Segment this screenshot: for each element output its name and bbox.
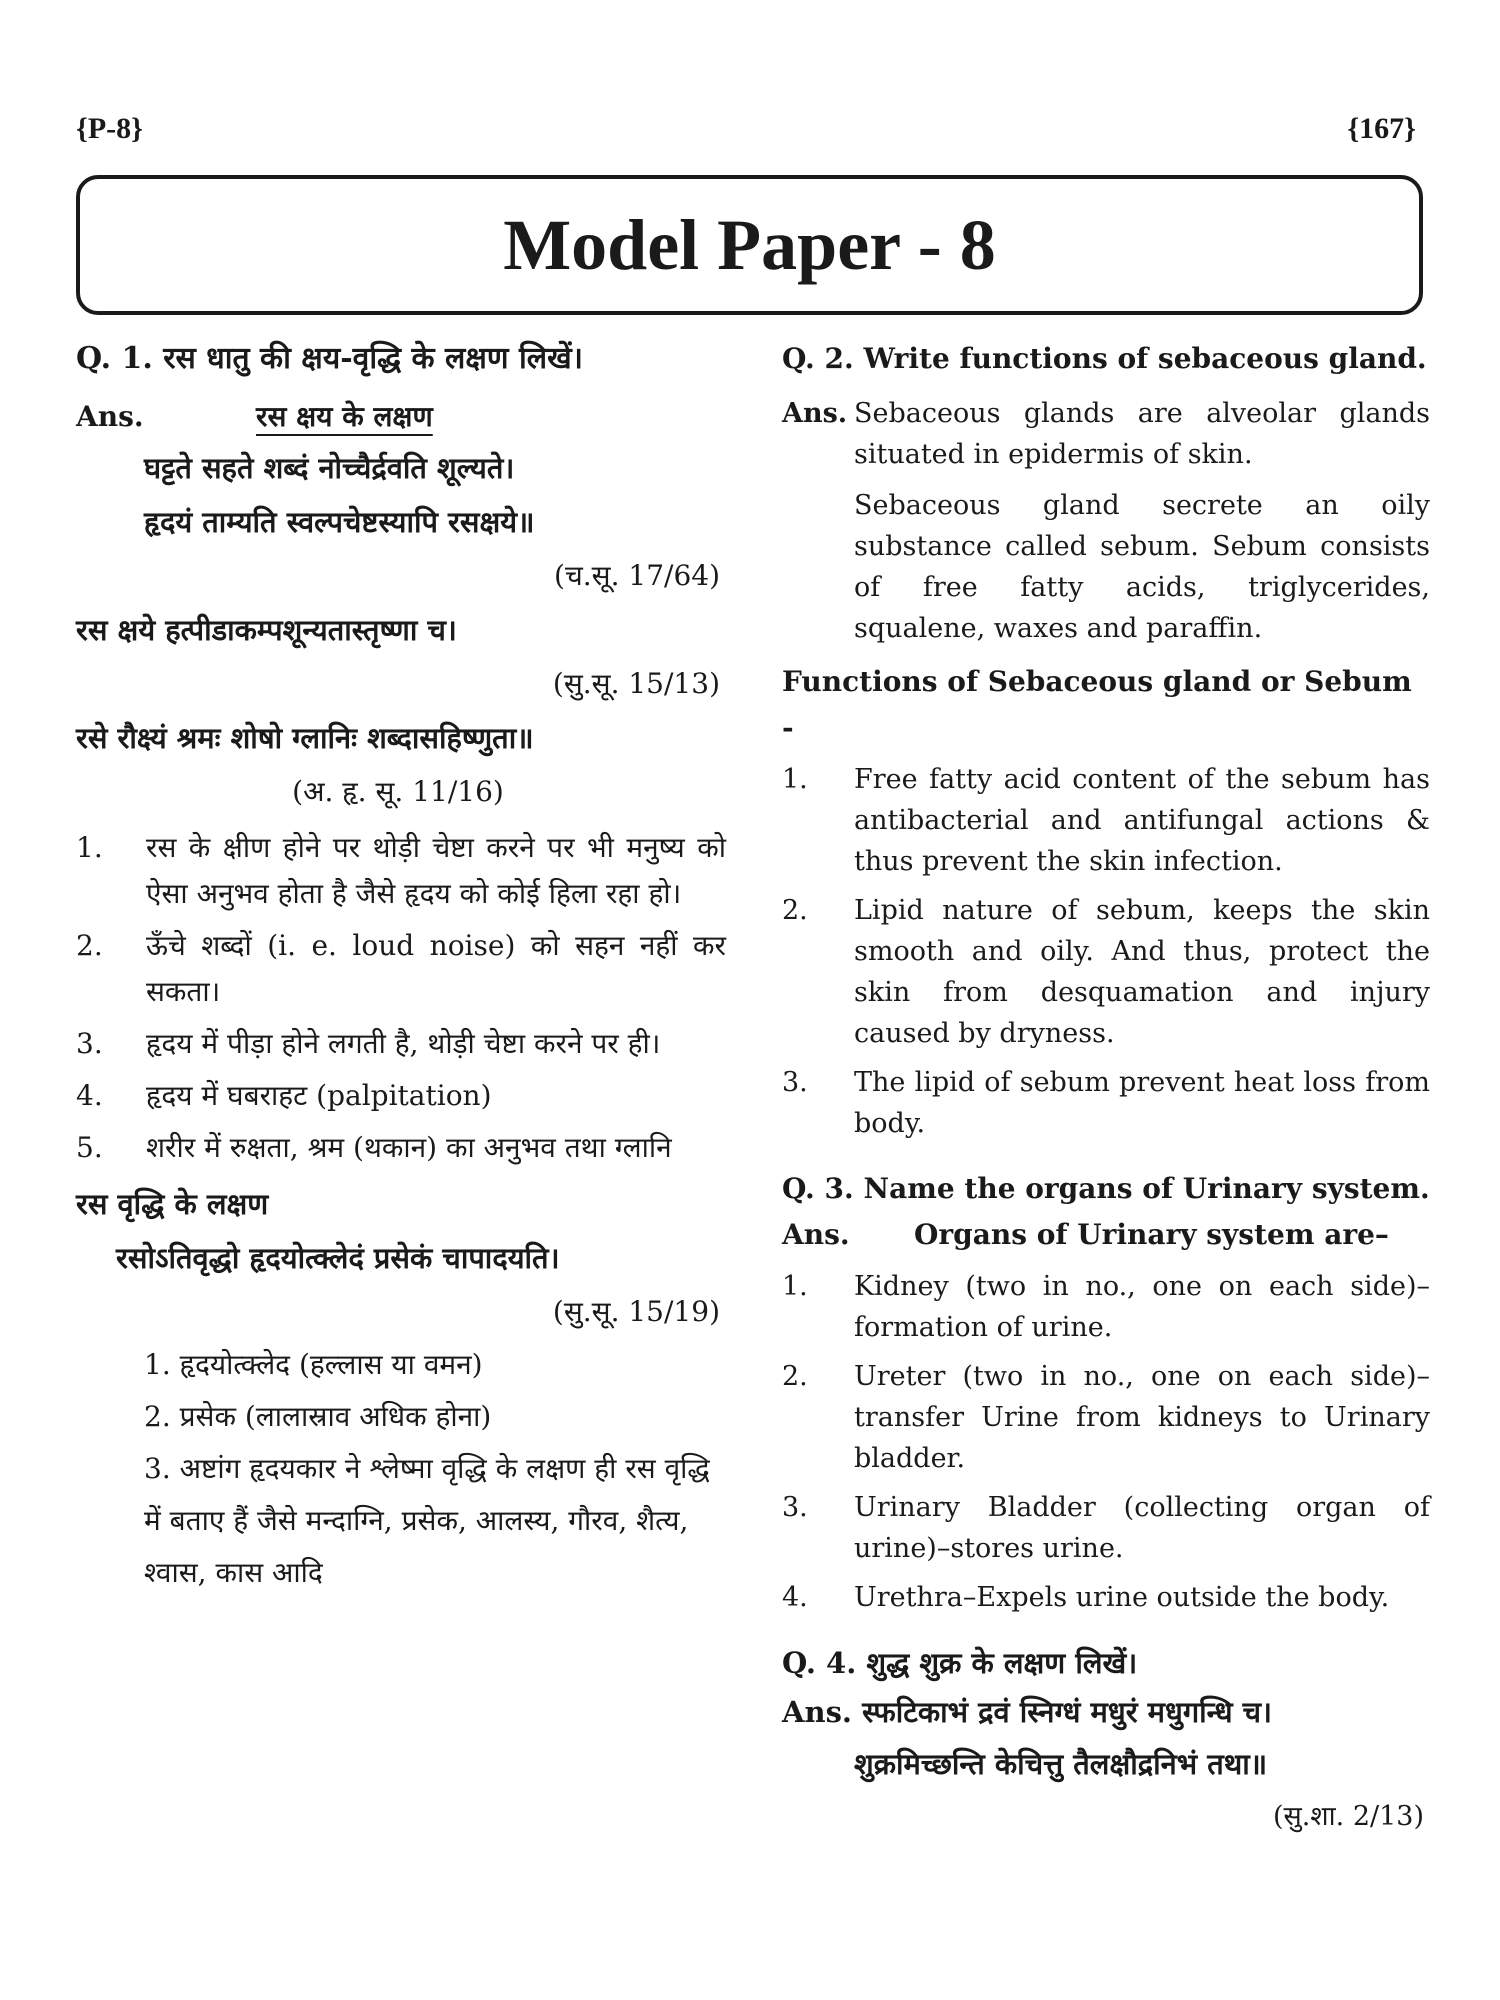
paper-code: {P-8} [76,112,143,145]
sloka: रसे रौक्ष्यं श्रमः शोषो ग्लानिः शब्दासहिष्णुता॥ [76,721,534,755]
sloka: रस क्षये हत्पीडाकम्पशून्यतास्तृष्णा च। [76,613,457,647]
list-number: 1. [76,831,103,864]
list-item [76,1021,726,1067]
sloka: रसोऽतिवृद्धो हृदयोत्क्लेदं प्रसेकं चापादयति। [116,1241,560,1275]
answer-label: Ans. [782,398,848,429]
question-4: Q. 4. शुद्ध शुक्र के लक्षण लिखें। [782,1646,1138,1680]
list-number: 2. [76,929,103,962]
list-number: 1. [782,764,808,795]
list-number: 1. [782,1271,808,1302]
list-item [76,1125,726,1171]
list-number: 3. [782,1067,808,1098]
rasa-kshaya-heading: रस क्षय के लक्षण [256,400,433,433]
reference: (अ. हृ. सू. 11/16) [292,775,504,808]
answer-1-heading-row [76,393,726,441]
list-item [76,825,726,917]
list-text: Kidney (two in no., one on each side)–formation of urine. [854,1271,1430,1343]
list-text: Lipid nature of sebum, keeps the skin smooth and oily. And thus, protect the skin from desquamation and injury caused by dryness. [854,895,1430,1049]
question-1: Q. 1. रस धातु की क्षय-वृद्धि के लक्षण लिखें। [76,341,584,376]
vriddhi-item: 1. हृदयोत्क्लेद (हल्लास या वमन) [144,1348,483,1381]
answer-2 [782,393,1430,475]
urinary-heading: Organs of Urinary system are– [914,1218,1389,1251]
list-text: Urinary Bladder (collecting organ of urine)–stores urine. [854,1492,1430,1564]
sloka: Ans. स्फटिकाभं द्रवं स्निग्धं मधुरं मधुगन्धि च। [782,1695,1273,1729]
list-text: शरीर में रुक्षता, श्रम (थकान) का अनुभव तथा ग्लानि [146,1131,672,1164]
list-number: 3. [76,1027,103,1060]
list-text: Free fatty acid content of the sebum has antibacterial and antifungal actions & thus prevent the skin infection. [854,764,1430,877]
answer-label: Ans. [782,1218,850,1251]
list-text: Urethra–Expels urine outside the body. [854,1582,1390,1613]
list-item [782,1487,1430,1569]
reference: (च.सू. 17/64) [554,559,720,592]
verse-line: हृदयं ताम्यति स्वल्पचेष्टस्यापि रसक्षये॥ [144,505,535,539]
list-number: 3. [782,1492,808,1523]
list-number: 2. [782,895,808,926]
verse-line: घट्टते सहते शब्दं नोच्चैर्द्रवति शूल्यते। [144,451,515,485]
list-item [782,759,1430,882]
list-text: हृदय में घबराहट (palpitation) [146,1079,492,1112]
reference: (सु.सू. 15/19) [552,1295,720,1328]
list-item [76,1073,726,1119]
rasa-vriddhi-heading: रस वृद्धि के लक्षण [76,1187,269,1221]
list-item [782,890,1430,1054]
rasa-kshaya-list [76,825,726,1171]
list-item [76,923,726,1015]
reference: (सु.सू. 15/13) [552,667,720,700]
answer-label: Ans. [76,400,144,433]
answer-text: Sebaceous glands are alveolar glands situated in epidermis of skin. [854,398,1430,470]
sebum-paragraph: Sebaceous gland secrete an oily substance called sebum. Sebum consists of free fatty acids, triglycerides, squalene, waxes and paraffin. [854,490,1430,644]
list-number: 4. [782,1582,808,1613]
page-title: Model Paper - 8 [503,204,996,285]
vriddhi-item: 3. अष्टांग हृदयकार ने श्लेष्मा वृद्धि के लक्षण ही रस वृद्धि में बताए हैं जैसे मन्दाग्नि, प्रसेक, आलस्य, गौरव, शैत्य, श्वास, कास आदि [144,1452,710,1589]
vriddhi-item: 2. प्रसेक (लालास्राव अधिक होना) [144,1400,492,1433]
list-item [782,1356,1430,1479]
list-item [782,1577,1430,1618]
list-text: Ureter (two in no., one on each side)–transfer Urine from kidneys to Urinary bladder. [854,1361,1430,1474]
list-text: The lipid of sebum prevent heat loss from body. [854,1067,1430,1139]
right-column [782,335,1430,1844]
question-3: Q. 3. Name the organs of Urinary system. [782,1172,1430,1205]
list-item [782,1266,1430,1348]
list-text: रस के क्षीण होने पर थोड़ी चेष्टा करने पर भी मनुष्य को ऐसा अनुभव होता है जैसे हृदय को कोई हिला रहा हो। [146,831,726,910]
functions-heading: Functions of Sebaceous gland or Sebum - [782,665,1412,744]
question-2: Q. 2. Write functions of sebaceous gland. [782,342,1427,375]
list-text: ऊँचे शब्दों (i. e. loud noise) को सहन नहीं कर सकता। [146,929,726,1008]
page-number: {167} [1347,112,1416,145]
list-number: 4. [76,1079,103,1112]
left-column [76,335,726,1599]
title-box [76,175,1423,315]
list-number: 2. [782,1361,808,1392]
list-item [782,1062,1430,1144]
list-text: हृदय में पीड़ा होने लगती है, थोड़ी चेष्टा करने पर ही। [146,1027,661,1060]
sloka: शुक्रमिच्छन्ति केचित्तु तैलक्षौद्रनिभं तथा॥ [854,1747,1268,1781]
answer-3-heading-row [782,1212,1430,1258]
reference: (सु.शा. 2/13) [1272,1801,1424,1832]
list-number: 5. [76,1131,103,1164]
